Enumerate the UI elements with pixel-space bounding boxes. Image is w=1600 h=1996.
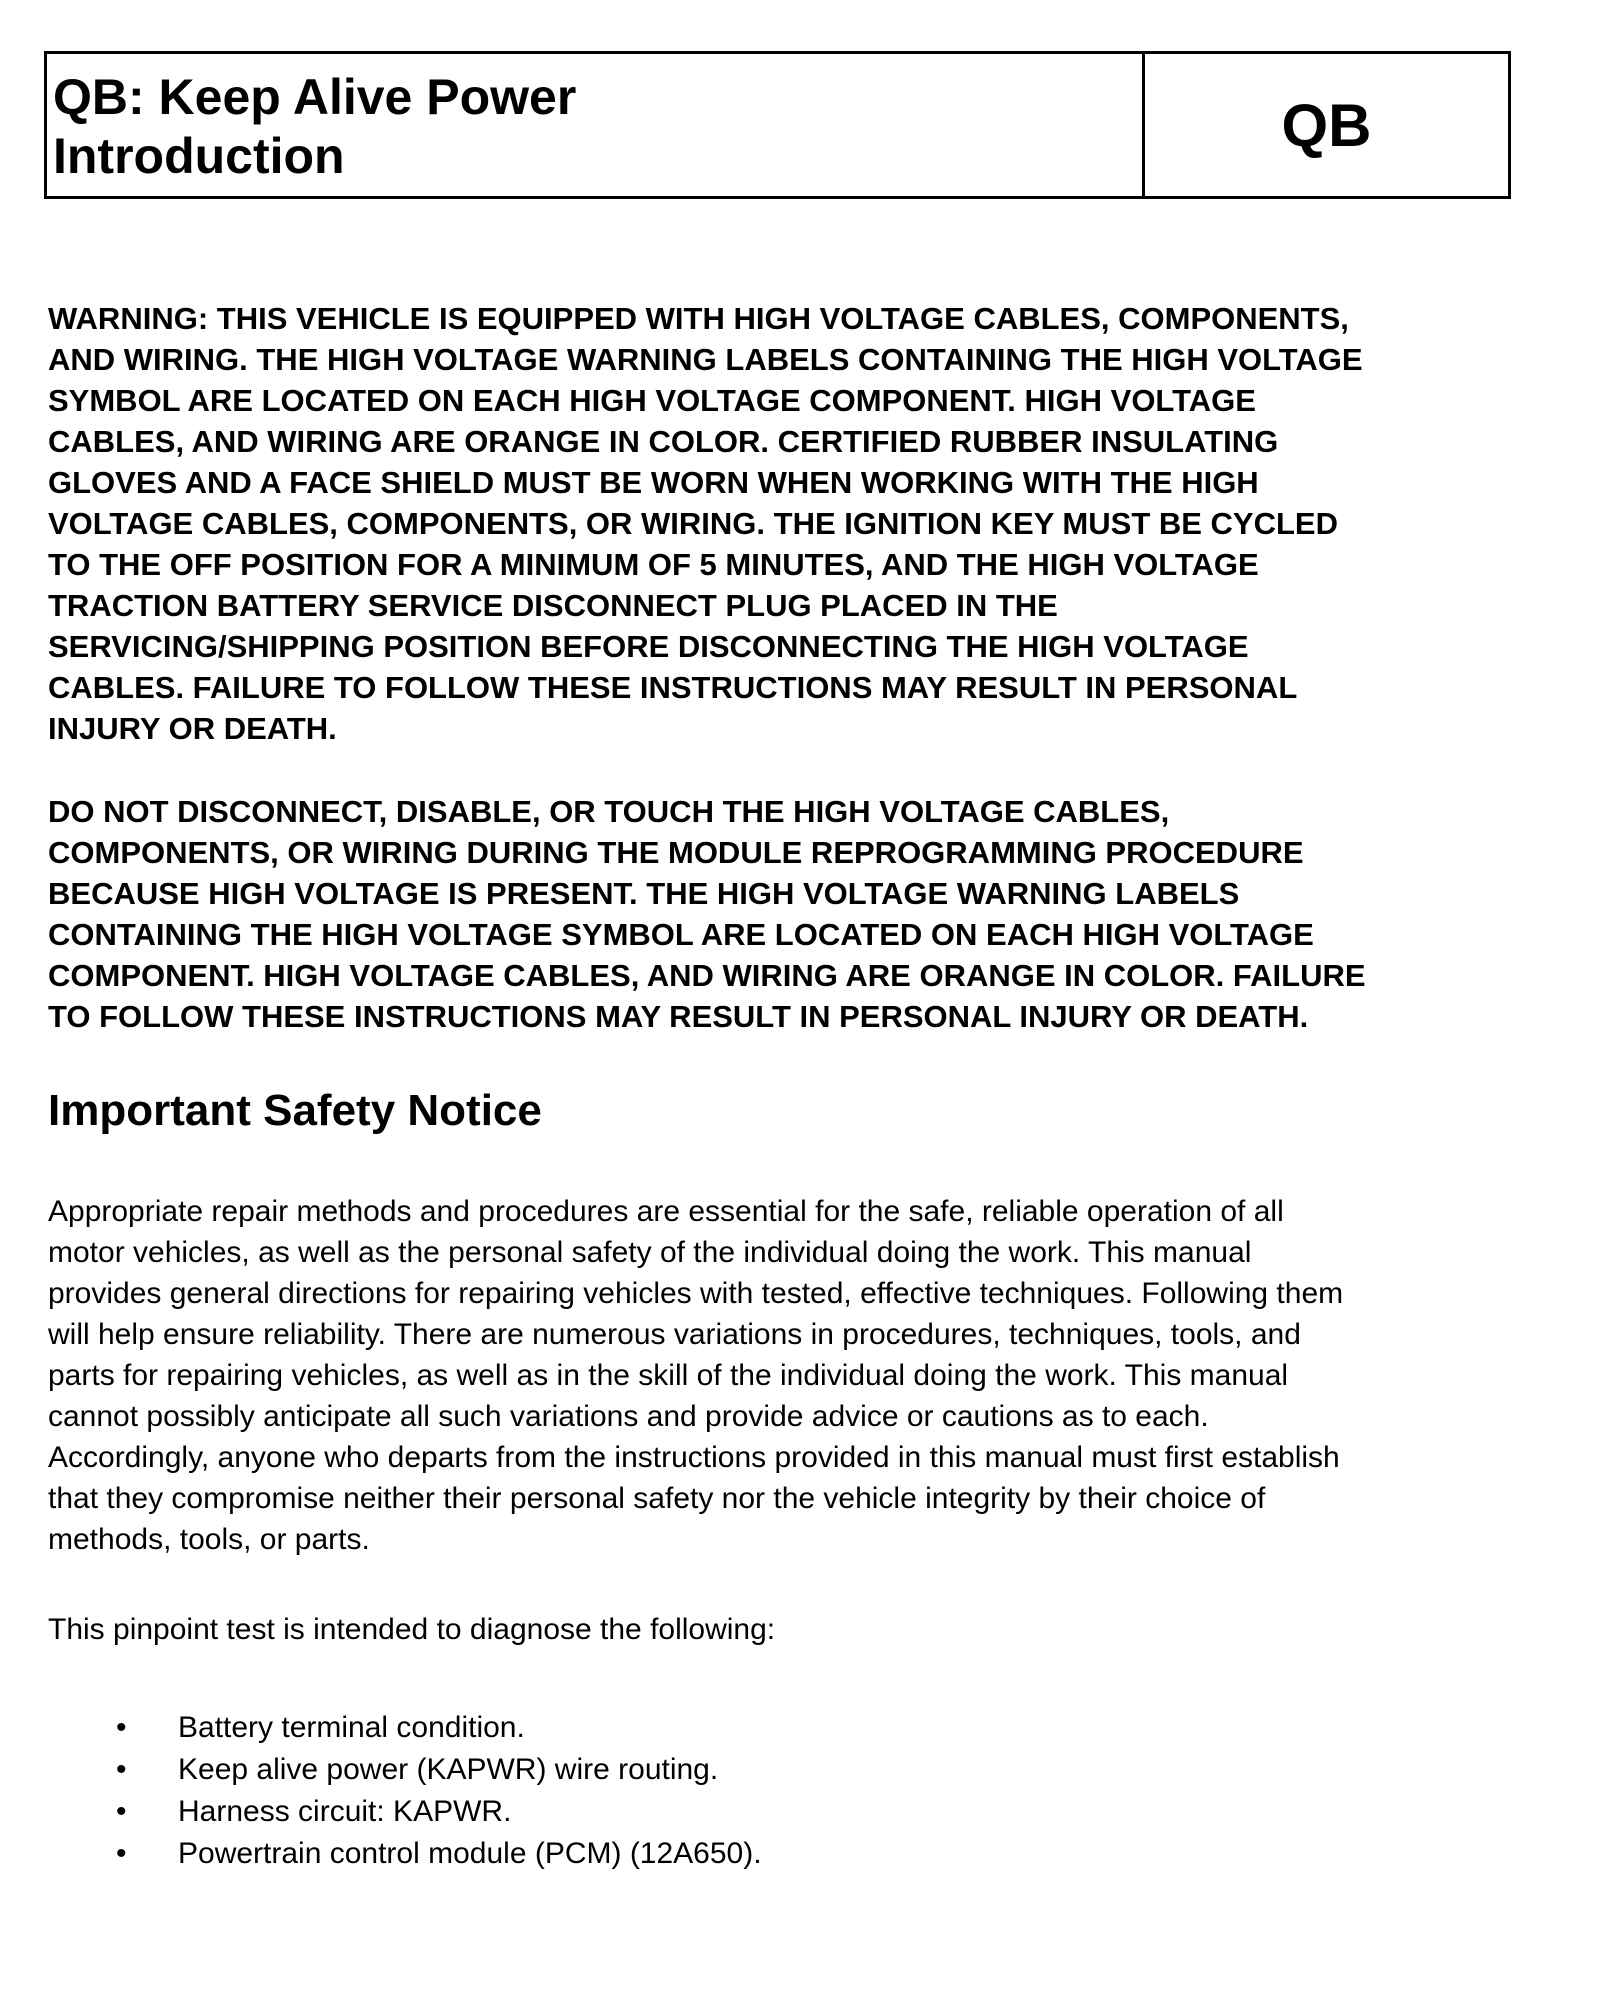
paragraph-line: will help ensure reliability. There are numerous variations in procedures, techniques, tools, and	[48, 1318, 1301, 1351]
section-code: QB	[1281, 91, 1372, 159]
list-item	[108, 1791, 762, 1833]
list-item	[108, 1707, 762, 1749]
list-item-text: Harness circuit: KAPWR.	[178, 1795, 512, 1828]
paragraph-line: Accordingly, anyone who departs from the instructions provided in this manual must first establish	[48, 1441, 1340, 1474]
high-voltage-warning	[48, 298, 1588, 749]
safety-notice-paragraph	[48, 1191, 1588, 1560]
page-title	[53, 68, 1142, 186]
warning-line: BECAUSE HIGH VOLTAGE IS PRESENT. THE HIGH VOLTAGE WARNING LABELS	[48, 876, 1240, 911]
pinpoint-test-intro	[48, 1609, 1588, 1650]
warning-line: TRACTION BATTERY SERVICE DISCONNECT PLUG PLACED IN THE	[48, 588, 1058, 623]
paragraph-line: that they compromise neither their personal safety nor the vehicle integrity by their choice of	[48, 1482, 1266, 1515]
list-item	[108, 1749, 762, 1791]
header-title-cell	[47, 54, 1145, 196]
paragraph-line: cannot possibly anticipate all such variations and provide advice or cautions as to each.	[48, 1400, 1209, 1433]
warning-line: SERVICING/SHIPPING POSITION BEFORE DISCONNECTING THE HIGH VOLTAGE	[48, 629, 1249, 664]
header-box	[44, 51, 1511, 199]
warning-line: DO NOT DISCONNECT, DISABLE, OR TOUCH THE HIGH VOLTAGE CABLES,	[48, 794, 1170, 829]
bullet-icon: •	[116, 1753, 127, 1786]
paragraph-line: provides general directions for repairing vehicles with tested, effective techniques. Following them	[48, 1277, 1344, 1310]
warning-line: COMPONENTS, OR WIRING DURING THE MODULE REPROGRAMMING PROCEDURE	[48, 835, 1304, 870]
page-title-line: Introduction	[53, 128, 345, 184]
warning-line: CABLES. FAILURE TO FOLLOW THESE INSTRUCTIONS MAY RESULT IN PERSONAL	[48, 670, 1298, 705]
paragraph-line: methods, tools, or parts.	[48, 1523, 370, 1556]
warning-line: TO FOLLOW THESE INSTRUCTIONS MAY RESULT IN PERSONAL INJURY OR DEATH.	[48, 999, 1309, 1034]
safety-notice-heading: Important Safety Notice	[48, 1086, 542, 1135]
warning-line: TO THE OFF POSITION FOR A MINIMUM OF 5 MINUTES, AND THE HIGH VOLTAGE	[48, 547, 1259, 582]
warning-line: CABLES, AND WIRING ARE ORANGE IN COLOR. CERTIFIED RUBBER INSULATING	[48, 424, 1279, 459]
warning-line: GLOVES AND A FACE SHIELD MUST BE WORN WHEN WORKING WITH THE HIGH	[48, 465, 1259, 500]
bullet-icon: •	[116, 1795, 127, 1828]
warning-line: VOLTAGE CABLES, COMPONENTS, OR WIRING. THE IGNITION KEY MUST BE CYCLED	[48, 506, 1338, 541]
list-item-text: Keep alive power (KAPWR) wire routing.	[178, 1753, 719, 1786]
page-title-line: QB: Keep Alive Power	[53, 69, 577, 125]
paragraph-line: motor vehicles, as well as the personal safety of the individual doing the work. This manual	[48, 1236, 1252, 1269]
warning-line: COMPONENT. HIGH VOLTAGE CABLES, AND WIRING ARE ORANGE IN COLOR. FAILURE	[48, 958, 1366, 993]
list-item-text: Battery terminal condition.	[178, 1711, 525, 1744]
paragraph-line: Appropriate repair methods and procedures are essential for the safe, reliable operation of all	[48, 1195, 1284, 1228]
warning-line: AND WIRING. THE HIGH VOLTAGE WARNING LABELS CONTAINING THE HIGH VOLTAGE	[48, 342, 1363, 377]
bullet-icon: •	[116, 1837, 127, 1870]
warning-line: SYMBOL ARE LOCATED ON EACH HIGH VOLTAGE COMPONENT. HIGH VOLTAGE	[48, 383, 1256, 418]
list-item-text: Powertrain control module (PCM) (12A650).	[178, 1837, 762, 1870]
warning-line: CONTAINING THE HIGH VOLTAGE SYMBOL ARE LOCATED ON EACH HIGH VOLTAGE	[48, 917, 1314, 952]
diagnose-list	[108, 1707, 762, 1875]
paragraph-line: This pinpoint test is intended to diagnose the following:	[48, 1613, 776, 1646]
paragraph-line: parts for repairing vehicles, as well as in the skill of the individual doing the work. This manual	[48, 1359, 1289, 1392]
reprogramming-warning	[48, 791, 1588, 1037]
list-item	[108, 1833, 762, 1875]
warning-line: INJURY OR DEATH.	[48, 711, 337, 746]
bullet-icon: •	[116, 1711, 127, 1744]
warning-line: WARNING: THIS VEHICLE IS EQUIPPED WITH HIGH VOLTAGE CABLES, COMPONENTS,	[48, 301, 1349, 336]
